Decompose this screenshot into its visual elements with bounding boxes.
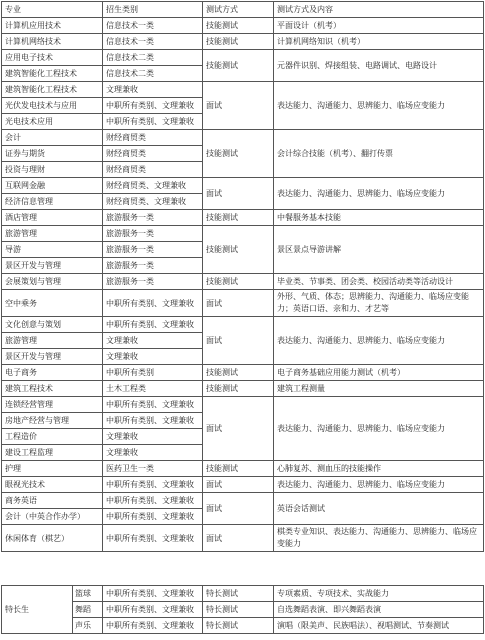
category-cell: 信息技术二类 <box>103 66 203 82</box>
method-cell: 特长测试 <box>203 586 274 602</box>
category-cell: 旅游服务一类 <box>103 274 203 290</box>
content-cell: 计算机网络知识（机考） <box>274 34 484 50</box>
category-cell: 文理兼收 <box>103 82 203 98</box>
table-row <box>2 274 484 290</box>
table-row <box>2 34 484 50</box>
table-row <box>2 50 484 66</box>
category-cell: 旅游服务一类 <box>103 242 203 258</box>
major-cell: 证券与期货 <box>2 146 103 162</box>
method-cell: 技能测试 <box>203 130 274 178</box>
content-cell: 表达能力、沟通能力、思辨能力、临场应变能力 <box>274 82 484 130</box>
category-cell: 中职所有类别、文理兼收 <box>103 413 203 429</box>
content-cell: 毕业类、节事类、团会类、校园活动类等活动设计 <box>274 274 484 290</box>
table-row <box>2 317 484 333</box>
method-cell: 面试 <box>203 525 274 552</box>
table-row <box>2 586 484 602</box>
category-cell: 中职所有类别、文理兼收 <box>103 525 203 552</box>
admission-test-table <box>1 1 484 552</box>
major-cell: 酒店管理 <box>2 210 103 226</box>
method-cell: 面试 <box>203 477 274 493</box>
major-cell: 眼视光技术 <box>2 477 103 493</box>
content-cell: 会计综合技能（机考）、翻打传票 <box>274 130 484 178</box>
category-cell: 土木工程类 <box>103 381 203 397</box>
major-cell: 景区开发与管理 <box>2 349 103 365</box>
content-cell: 中餐服务基本技能 <box>274 210 484 226</box>
method-cell: 技能测试 <box>203 50 274 82</box>
table-row <box>2 618 484 634</box>
category-cell: 旅游服务一类 <box>103 210 203 226</box>
method-cell: 面试 <box>203 178 274 210</box>
major-cell: 计算机应用技术 <box>2 18 103 34</box>
major-cell: 旅游管理 <box>2 226 103 242</box>
content-cell: 英语会话测试 <box>274 493 484 525</box>
major-cell: 休闲体育（棋艺） <box>2 525 103 552</box>
major-cell: 会展策划与管理 <box>2 274 103 290</box>
method-cell: 面试 <box>203 290 274 317</box>
major-cell: 建筑智能化工程技术 <box>2 82 103 98</box>
category-cell: 信息技术一类 <box>103 34 203 50</box>
table-row <box>2 602 484 618</box>
method-cell: 技能测试 <box>203 274 274 290</box>
method-cell: 面试 <box>203 317 274 365</box>
major-cell: 应用电子技术 <box>2 50 103 66</box>
category-cell: 财经商贸类 <box>103 162 203 178</box>
category-cell: 文理兼收 <box>103 445 203 461</box>
category-cell: 中职所有类别、文理兼收 <box>103 114 203 130</box>
category-cell: 财经商贸类、文理兼收 <box>103 194 203 210</box>
major-cell: 建筑工程技术 <box>2 381 103 397</box>
category-cell: 中职所有类别、文理兼收 <box>103 509 203 525</box>
major-cell: 连锁经营管理 <box>2 397 103 413</box>
content-cell: 棋类专业知识、表达能力、沟通能力、思辨能力、临场应变能力 <box>274 525 484 552</box>
category-cell: 信息技术一类 <box>103 18 203 34</box>
major-cell: 房地产经营与管理 <box>2 413 103 429</box>
sub-major-cell: 篮球 <box>73 586 103 602</box>
major-cell: 计算机网络技术 <box>2 34 103 50</box>
table-row <box>2 381 484 397</box>
content-cell: 外形、气质、体态；思辨能力、沟通能力、临场应变能力；英语口语、亲和力、才艺等 <box>274 290 484 317</box>
major-cell: 工程造价 <box>2 429 103 445</box>
sub-major-cell: 声乐 <box>73 618 103 634</box>
category-cell: 中职所有类别、文理兼收 <box>103 618 203 634</box>
major-cell: 经济信息管理 <box>2 194 103 210</box>
category-cell: 旅游服务一类 <box>103 226 203 242</box>
category-cell: 中职所有类别、文理兼收 <box>103 477 203 493</box>
special-talent-table <box>1 585 484 634</box>
table-row <box>2 477 484 493</box>
category-cell: 中职所有类别、文理兼收 <box>103 397 203 413</box>
major-cell: 投资与理财 <box>2 162 103 178</box>
header-cell: 招生类别 <box>103 2 203 18</box>
table-row <box>2 525 484 552</box>
method-cell: 面试 <box>203 397 274 461</box>
table-row <box>2 365 484 381</box>
table-header-row <box>2 2 484 18</box>
content-cell: 元器件识别、焊接组装、电路调试、电路设计 <box>274 50 484 82</box>
content-cell: 自选舞蹈表演、即兴舞蹈表演 <box>274 602 484 618</box>
major-cell: 建筑智能化工程技术 <box>2 66 103 82</box>
content-cell: 表达能力、沟通能力、思辨能力、临场应变能力 <box>274 397 484 461</box>
major-cell: 会计 <box>2 130 103 146</box>
header-cell: 测试方式 <box>203 2 274 18</box>
content-cell: 心肺复苏、测血压的技能操作 <box>274 461 484 477</box>
category-cell: 文理兼收 <box>103 333 203 349</box>
content-cell: 演唱（限美声、民族唱法）、视唱测试、节奏测试 <box>274 618 484 634</box>
major-cell: 空中乘务 <box>2 290 103 317</box>
major-cell: 电子商务 <box>2 365 103 381</box>
major-cell: 建设工程监理 <box>2 445 103 461</box>
major-cell: 特长生 <box>2 586 73 634</box>
content-cell: 表达能力、沟通能力、思辨能力、临场应变能力 <box>274 477 484 493</box>
category-cell: 中职所有类别、文理兼收 <box>103 317 203 333</box>
category-cell: 中职所有类别、文理兼收 <box>103 602 203 618</box>
content-cell: 表达能力、沟通能力、思辨能力、临场应变能力 <box>274 317 484 365</box>
table-row <box>2 493 484 509</box>
method-cell: 特长测试 <box>203 618 274 634</box>
category-cell: 财经商贸类、文理兼收 <box>103 178 203 194</box>
major-cell: 导游 <box>2 242 103 258</box>
major-cell: 景区开发与管理 <box>2 258 103 274</box>
method-cell: 技能测试 <box>203 34 274 50</box>
table-row <box>2 397 484 413</box>
method-cell: 技能测试 <box>203 365 274 381</box>
category-cell: 信息技术二类 <box>103 50 203 66</box>
method-cell: 特长测试 <box>203 602 274 618</box>
table-row <box>2 290 484 317</box>
table-row <box>2 82 484 98</box>
header-cell: 专业 <box>2 2 103 18</box>
category-cell: 中职所有类别、文理兼收 <box>103 98 203 114</box>
category-cell: 中职所有类别 <box>103 365 203 381</box>
method-cell: 面试 <box>203 493 274 525</box>
major-cell: 旅游管理 <box>2 333 103 349</box>
table-row <box>2 210 484 226</box>
content-cell: 专项素质、专项技术、实战能力 <box>274 586 484 602</box>
major-cell: 会计（中英合作办学） <box>2 509 103 525</box>
category-cell: 中职所有类别、文理兼收 <box>103 586 203 602</box>
category-cell: 财经商贸类 <box>103 130 203 146</box>
table-row <box>2 178 484 194</box>
content-cell: 表达能力、沟通能力、思辨能力、临场应变能力 <box>274 178 484 210</box>
category-cell: 中职所有类别、文理兼收 <box>103 290 203 317</box>
category-cell: 医药卫生一类 <box>103 461 203 477</box>
method-cell: 技能测试 <box>203 381 274 397</box>
category-cell: 文理兼收 <box>103 429 203 445</box>
sub-major-cell: 舞蹈 <box>73 602 103 618</box>
table-row <box>2 461 484 477</box>
category-cell: 中职所有类别、文理兼收 <box>103 493 203 509</box>
header-cell: 测试方式及内容 <box>274 2 484 18</box>
method-cell: 技能测试 <box>203 210 274 226</box>
table-row <box>2 226 484 242</box>
table-row <box>2 130 484 146</box>
content-cell: 建筑工程测量 <box>274 381 484 397</box>
category-cell: 文理兼收 <box>103 349 203 365</box>
major-cell: 商务英语 <box>2 493 103 509</box>
table-row <box>2 18 484 34</box>
method-cell: 技能测试 <box>203 461 274 477</box>
method-cell: 技能测试 <box>203 226 274 274</box>
major-cell: 文化创意与策划 <box>2 317 103 333</box>
category-cell: 旅游服务一类 <box>103 258 203 274</box>
content-cell: 平面设计（机考） <box>274 18 484 34</box>
method-cell: 技能测试 <box>203 18 274 34</box>
major-cell: 光伏发电技术与应用 <box>2 98 103 114</box>
method-cell: 面试 <box>203 82 274 130</box>
content-cell: 景区景点导游讲解 <box>274 226 484 274</box>
major-cell: 互联网金融 <box>2 178 103 194</box>
category-cell: 财经商贸类 <box>103 146 203 162</box>
major-cell: 光电技术应用 <box>2 114 103 130</box>
content-cell: 电子商务基础应用能力测试（机考） <box>274 365 484 381</box>
major-cell: 护理 <box>2 461 103 477</box>
